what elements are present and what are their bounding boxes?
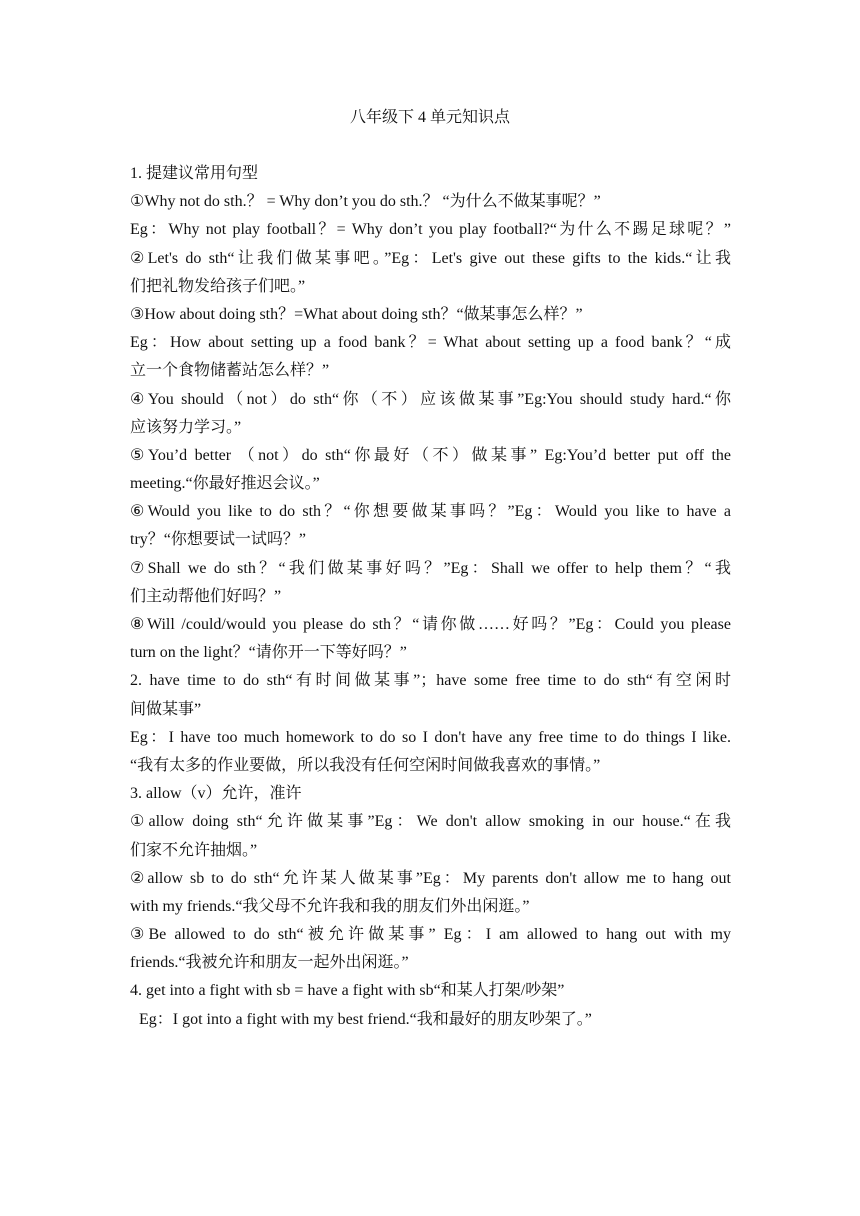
text-line: ③How about doing sth？=What about doing sth？“做某事怎么样？” [130,305,583,323]
text-line: ⑥Would you like to do sth？“你想要做某事吗？”Eg：Would you like to have a [130,503,731,521]
text-line: 们把礼物发给孩子们吧。” [130,277,306,295]
text-line: turn on the light？“请你开一下等好吗？” [130,644,407,662]
text-line: ①allow doing sth“允许做某事”Eg：We don't allow smoking in our house.“在我 [130,813,731,831]
section-heading: 1. 提建议常用句型 [130,165,259,182]
section-heading: 4. get into a fight with sb = have a fight with sb“和某人打架/吵架” [130,982,565,1000]
text-line: 们家不允许抽烟。” [130,841,258,859]
text-line: “我有太多的作业要做，所以我没有任何空闲时间做我喜欢的事情。” [130,756,601,774]
text-line: friends.“我被允许和朋友一起外出闲逛。” [130,954,409,972]
section-heading: 2. have time to do sth“有时间做某事”；have some free time to do sth“有空闲时 [130,672,731,690]
text-line: ③Be allowed to do sth“被允许做某事” Eg：I am allowed to hang out with my [130,926,731,944]
text-line: 们主动帮他们好吗？” [130,587,282,605]
text-line: ⑦Shall we do sth？“我们做某事好吗？”Eg：Shall we offer to help them？“我 [130,559,731,577]
text-line: 应该努力学习。” [130,418,242,436]
section-heading: 3. allow（v）允许，准许 [130,785,302,803]
page-title: 八年级下 4 单元知识点 [349,109,510,126]
text-line: ⑧Will /could/would you please do sth？“请你做……好吗？”Eg：Could you please [130,616,731,633]
text-line: ④You should（not）do sth“你（不）应该做某事”Eg:You should study hard.“你 [130,390,731,408]
text-line: ①Why not do sth.？ = Why don’t you do sth.？ “为什么不做某事呢？” [130,193,601,211]
document-body [130,160,731,1034]
text-line: 立一个食物储蓄站怎么样？” [130,362,330,380]
text-line: with my friends.“我父母不允许我和我的朋友们外出闲逛。” [130,897,530,915]
text-line: ②allow sb to do sth“允许某人做某事”Eg：My parents don't allow me to hang out [130,869,731,887]
text-line: Eg：How about setting up a food bank？= What about setting up a food bank？“成 [130,334,731,352]
text-line: Eg：I have too much homework to do so I don't have any free time to do things I like. [130,728,731,746]
text-line: Eg：Why not play football？= Why don’t you play football?“为什么不踢足球呢？” [130,221,731,239]
text-line: ⑤You’d better （not）do sth“你最好（不）做某事” Eg:You’d better put off the [130,446,731,464]
text-line: try？“你想要试一试吗？” [130,531,306,549]
text-line: Eg：I got into a fight with my best friend.“我和最好的朋友吵架了。” [139,1010,592,1028]
text-line: 间做某事” [130,700,202,718]
text-line: ②Let's do sth“让我们做某事吧。”Eg：Let's give out these gifts to the kids.“让我 [130,249,731,267]
text-line: meeting.“你最好推迟会议。” [130,475,320,493]
